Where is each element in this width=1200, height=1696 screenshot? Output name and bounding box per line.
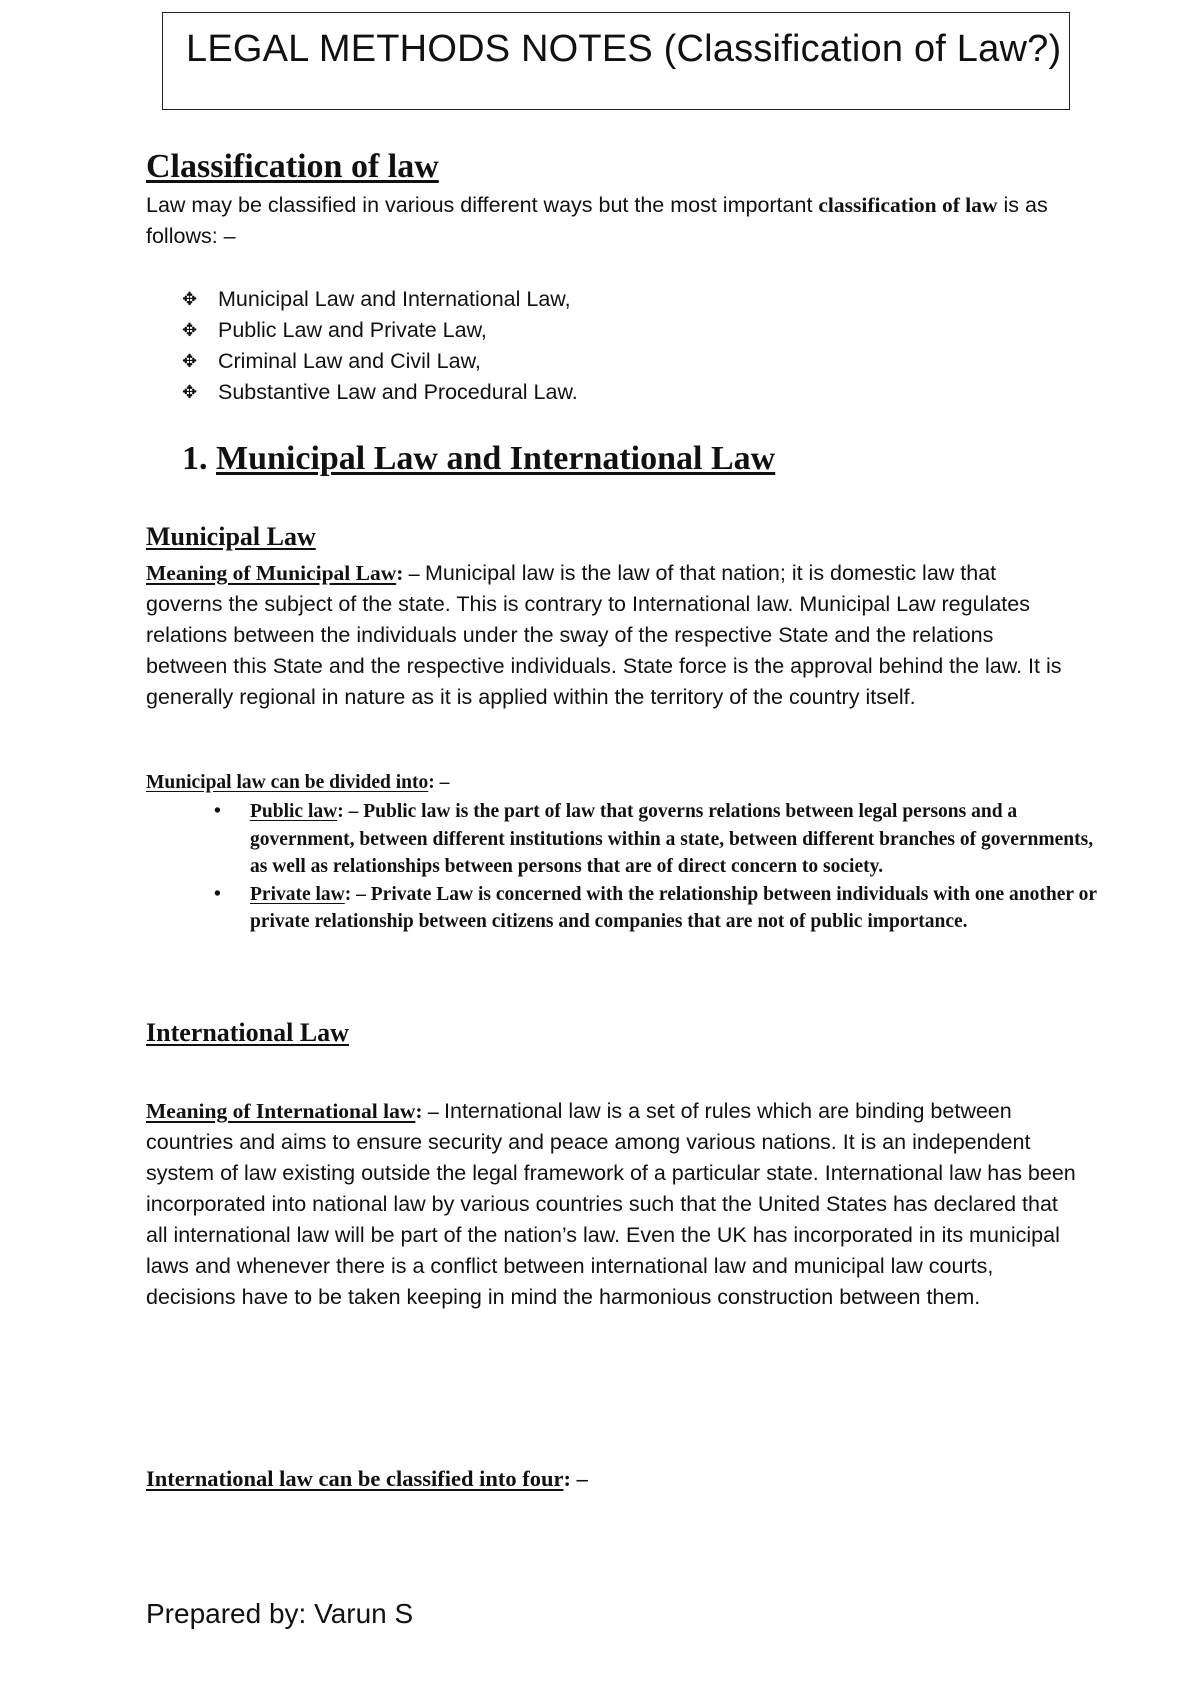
section-heading: [182, 440, 775, 478]
list-item-text: Criminal Law and Civil Law,: [218, 349, 481, 373]
international-law-heading: International Law: [146, 1018, 349, 1047]
section-number: 1.: [182, 440, 208, 477]
municipal-meaning-text: Municipal law is the law of that nation; it is domestic law that governs the subject of the state. This is contrary to International law. Municipal Law regulates relations between the individuals under the sway of the respective State and the relations between this State and the respective individuals. State force is the approval behind the law. It is generally regional in nature as it is applied within the territory of the country itself.: [146, 561, 1062, 709]
diamond-bullet-icon: ✥: [182, 289, 198, 309]
list-item: [182, 315, 578, 346]
list-item-text: Public Law and Private Law,: [218, 318, 487, 342]
separator: : –: [563, 1466, 588, 1491]
separator: : –: [415, 1099, 445, 1123]
separator: : –: [337, 801, 364, 822]
classification-heading: Classification of law: [146, 148, 439, 185]
separator: : –: [344, 883, 371, 905]
diamond-bullet-icon: ✥: [182, 382, 198, 402]
municipal-meaning-paragraph: [146, 558, 1076, 713]
list-item: [182, 346, 578, 377]
municipal-divided-label: [146, 772, 449, 794]
municipal-sub-list: [146, 798, 1106, 936]
separator: : –: [428, 772, 450, 793]
international-meaning-label: Meaning of International law: [146, 1099, 416, 1123]
international-meaning-paragraph: [146, 1096, 1076, 1313]
separator: : –: [396, 561, 425, 585]
classified-label-text: International law can be classified into four: [146, 1466, 564, 1491]
international-meaning-text: International law is a set of rules which are binding between countries and aims to ensure security and peace among various nations. It is an independent system of law existing outside the legal framework of a particular state. International law has been incorporated into national law by various countries such that the United States has declared that all international law will be part of the nation’s law. Even the UK has incorporated in its municipal laws and whenever there is a conflict between international law and municipal law courts, decisions have to be taken keeping in mind the harmonious construction between them.: [146, 1099, 1076, 1309]
intro-paragraph: [146, 190, 1066, 252]
intro-text-1: Law may be classified in various different ways but the most important: [146, 193, 819, 217]
bullet-icon: •: [214, 883, 221, 905]
municipal-meaning-label: Meaning of Municipal Law: [146, 561, 397, 585]
list-item: [146, 881, 1106, 936]
sub-item-label: Public law: [250, 801, 338, 822]
diamond-bullet-icon: ✥: [182, 320, 198, 340]
sub-item-text: Public law is the part of law that governs relations between legal persons and a government, between different institutions within a state, between different branches of governments, as well as relationships between persons that are of direct concern to society.: [250, 801, 1094, 877]
bullet-icon: •: [214, 801, 221, 822]
classification-list: [182, 284, 578, 408]
intro-bold: classification of law: [818, 193, 998, 217]
diamond-bullet-icon: ✥: [182, 351, 198, 371]
sub-item-label: Private law: [250, 883, 345, 905]
prepared-by-footer: Prepared by: Varun S: [146, 1598, 414, 1629]
international-classified-label: [146, 1466, 588, 1492]
sub-item-text: Private Law is concerned with the relationship between individuals with one another or private relationship between citizens and companies that are not of public importance.: [250, 883, 1097, 932]
intro-text-2: is as follows: –: [146, 193, 1048, 248]
municipal-law-heading: Municipal Law: [146, 522, 316, 551]
list-item: [182, 377, 578, 408]
list-item: [182, 284, 578, 315]
list-item-text: Municipal Law and International Law,: [218, 287, 571, 311]
divided-label-text: Municipal law can be divided into: [146, 772, 429, 793]
list-item-text: Substantive Law and Procedural Law.: [218, 380, 578, 404]
list-item: [146, 798, 1106, 881]
document-title: LEGAL METHODS NOTES (Classification of Law?): [186, 28, 1062, 70]
section-title: Municipal Law and International Law: [216, 440, 776, 477]
